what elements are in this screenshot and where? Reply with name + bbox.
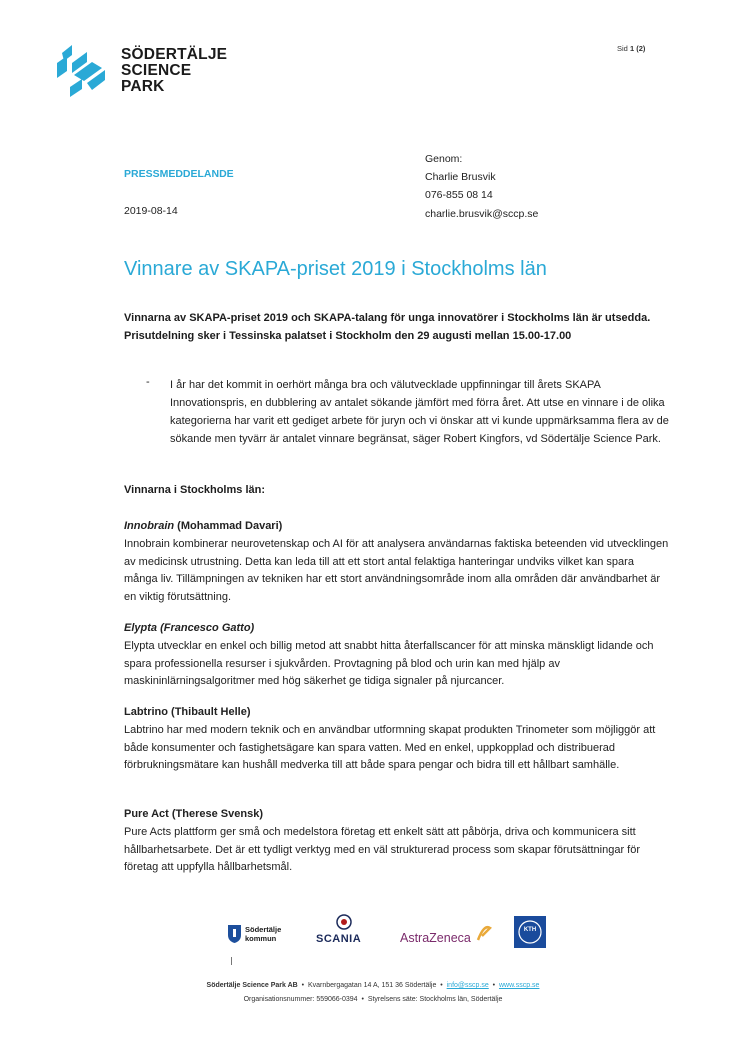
contact-phone: 076-855 08 14 (425, 189, 493, 202)
kth-wordmark: KTH (523, 927, 537, 933)
winner-pureact (124, 806, 669, 877)
lead-paragraph: Vinnarna av SKAPA-priset 2019 och SKAPA-talang för unga innovatörer i Stockholms län är utsedda. Prisutdelning sker i Tessinska palatset i Stockholm den 29 augusti mellan 15.00-17.00 (124, 312, 651, 342)
scania-logo (316, 914, 376, 948)
winner-name: Elypta (Francesco Gatto) (124, 622, 255, 634)
footer-sep: • (301, 982, 305, 989)
quote-paragraph: I år har det kommit in oerhört många bra och välutvecklade uppfinningar till årets SKAPA Innovationspris, en dubblering av antalet sökande jämfört med förra året. Att utse en vinnare i de olika kategorierna har varit ett gediget arbete för juryn och vi önskar att vi kunde uppmärksamma flera av de sökande men tyvärr är antalet vinnare begränsat, säger Robert Kingfors, vd Södertälje Science Park. (170, 379, 669, 445)
section-title: Vinnarna i Stockholms län: (124, 484, 265, 496)
footer-sep: • (492, 982, 496, 989)
page-prefix: Sid (617, 44, 628, 53)
footer-web-link[interactable]: www.sscp.se (498, 982, 540, 989)
astrazeneca-logo (400, 922, 495, 948)
footer-line-2 (0, 996, 746, 1003)
sodertalje-line-2: kommun (245, 934, 277, 943)
page-total: (2) (636, 44, 646, 53)
text-cursor (231, 957, 232, 965)
page-title: Vinnare av SKAPA-priset 2019 i Stockholms län (124, 258, 547, 280)
contact-block (425, 150, 538, 223)
contact-via: Genom: (425, 153, 463, 165)
sodertalje-kommun-logo (228, 922, 282, 948)
sodertalje-line-1: Södertälje (245, 925, 282, 934)
winner-heading (124, 620, 669, 638)
scania-wordmark: SCANIA (316, 933, 362, 945)
footer-address: Kvarnbergagatan 14 A, 151 36 Södertälje (307, 982, 437, 989)
shield-icon (228, 925, 241, 943)
release-date: 2019-08-14 (124, 205, 178, 217)
page-number (617, 44, 645, 53)
logo-line-3: PARK (121, 78, 165, 95)
winner-person: (Mohammad Davari) (177, 520, 283, 532)
footer-sep: • (361, 996, 364, 1003)
kth-logo (514, 916, 546, 948)
winner-description: Pure Acts plattform ger små och medelstora företag ett enkelt sätt att påbörja, driva och kommunicera sitt hållbarhetsarbete. Det är ett tydligt verktyg med en väl strukturerad process som skapar förutsättningar för företag att uppfylla hållbarhetsmål. (124, 825, 641, 874)
winner-heading: Pure Act (Therese Svensk) (124, 808, 263, 820)
winner-heading: Labtrino (Thibault Helle) (124, 706, 251, 718)
footer-company: Södertälje Science Park AB (206, 982, 298, 989)
logo-line-1: SÖDERTÄLJE (121, 46, 228, 63)
contact-name: Charlie Brusvik (425, 171, 496, 184)
winner-labtrino (124, 704, 669, 775)
logo-line-2: SCIENCE (121, 62, 192, 79)
winner-name: Innobrain (124, 520, 175, 532)
winner-description: Innobrain kombinerar neurovetenskap och AI för att analysera användarnas faktiska beteenden vid utvecklingen av medicinsk utrustning. Detta kan leda till att ett stort antal felaktiga hanteringar undviks vilket kan spara många liv. Tillämpningen av tekniken har ett stort användningsområde inom alla områden där användbarhet är en viktig förutsättning. (124, 537, 669, 604)
quote-bullet: - (146, 376, 150, 388)
winner-description: Labtrino har med modern teknik och en användbar utformning skapat produkten Trinometer som möjliggör att både konsumenter och fastighetsägare kan spara vatten. Med en enkel, uppkopplad och distribuerad förbrukningsmätare kan hushåll medverka till att både spara pengar och bidra till ett hållbart samhälle. (124, 723, 656, 772)
astrazeneca-wordmark: AstraZeneca (400, 931, 471, 945)
swirl-icon (476, 922, 492, 942)
winner-elypta (124, 620, 669, 691)
winner-heading (124, 518, 669, 536)
footer-sep: • (440, 982, 443, 989)
page-current: 1 (629, 44, 635, 53)
footer-line-1 (0, 982, 746, 989)
footer-email-link[interactable]: info@sscp.se (446, 982, 489, 989)
logo-wordmark (121, 47, 227, 95)
winner-innobrain (124, 518, 669, 607)
contact-email[interactable]: charlie.brusvik@sccp.se (425, 207, 539, 220)
winner-description: Elypta utvecklar en enkel och billig metod att snabbt hitta återfallscancer för att minska mänskligt lidande och spara professionella resurser i sjukvården. Provtagning på blod och urin kan med hjälp av maskininlärningsalgoritmer med hög säkerhet ge tidiga signaler på njurcancer. (124, 639, 654, 688)
press-label: PRESSMEDDELANDE (124, 168, 234, 180)
griffin-icon (336, 914, 352, 930)
footer-orgnr: Organisationsnummer: 559066-0394 (243, 996, 358, 1003)
footer-seat: Styrelsens säte: Stockholms län, Södertälje (367, 996, 503, 1003)
